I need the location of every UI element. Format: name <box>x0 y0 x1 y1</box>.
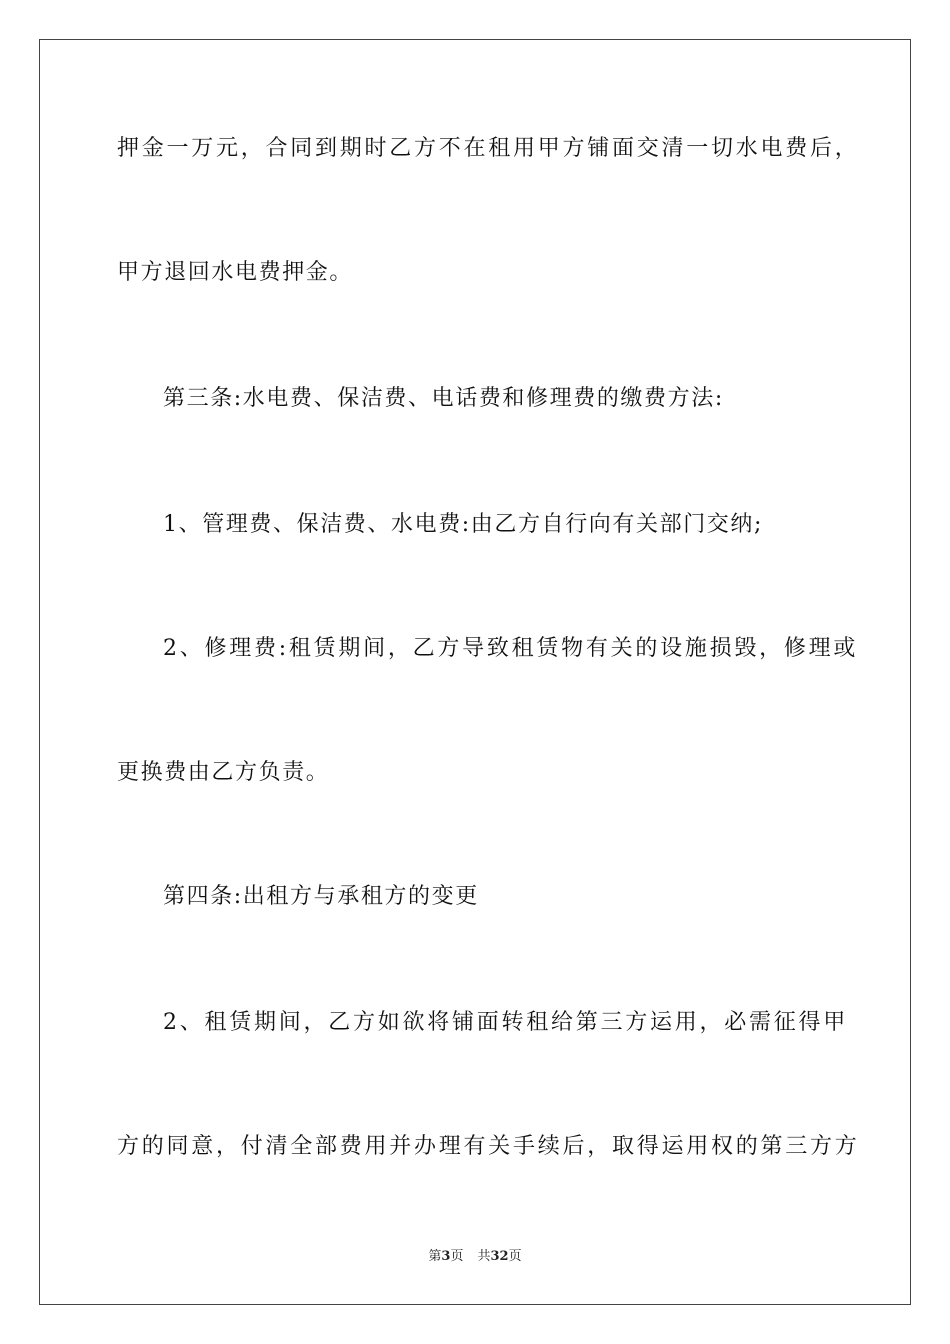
current-page-number: 3 <box>441 1249 451 1264</box>
total-pages-number: 32 <box>490 1249 509 1264</box>
article-4-heading: 第四条:出租方与承租方的变更 <box>163 884 479 909</box>
clause-1-text: 1、管理费、保洁费、水电费:由乙方自行向有关部门交纳; <box>163 512 764 537</box>
body-line-1: 押金一万元，合同到期时乙方不在租用甲方铺面交清一切水电费后， <box>117 136 860 161</box>
page-border <box>39 39 911 1305</box>
total-pages-suffix: 页 <box>508 1249 522 1264</box>
article-4-clause-2-continuation: 方的同意，付清全部费用并办理有关手续后，取得运用权的第三方方 <box>117 1134 860 1159</box>
clause-2-text: 2、修理费:租赁期间，乙方导致租赁物有关的设施损毁，修理或 <box>163 636 859 661</box>
total-pages-prefix: 共 <box>477 1249 491 1264</box>
page-footer <box>0 1248 950 1266</box>
article-3-heading: 第三条:水电费、保洁费、电话费和修理费的缴费方法: <box>163 386 724 411</box>
page-number-prefix: 第 <box>428 1249 442 1264</box>
body-line-2: 甲方退回水电费押金。 <box>117 260 354 285</box>
page-number-suffix: 页 <box>450 1249 464 1264</box>
clause-2-continuation: 更换费由乙方负责。 <box>117 760 330 785</box>
article-4-clause-2-text: 2、租赁期间，乙方如欲将铺面转租给第三方运用，必需征得甲 <box>163 1010 848 1035</box>
